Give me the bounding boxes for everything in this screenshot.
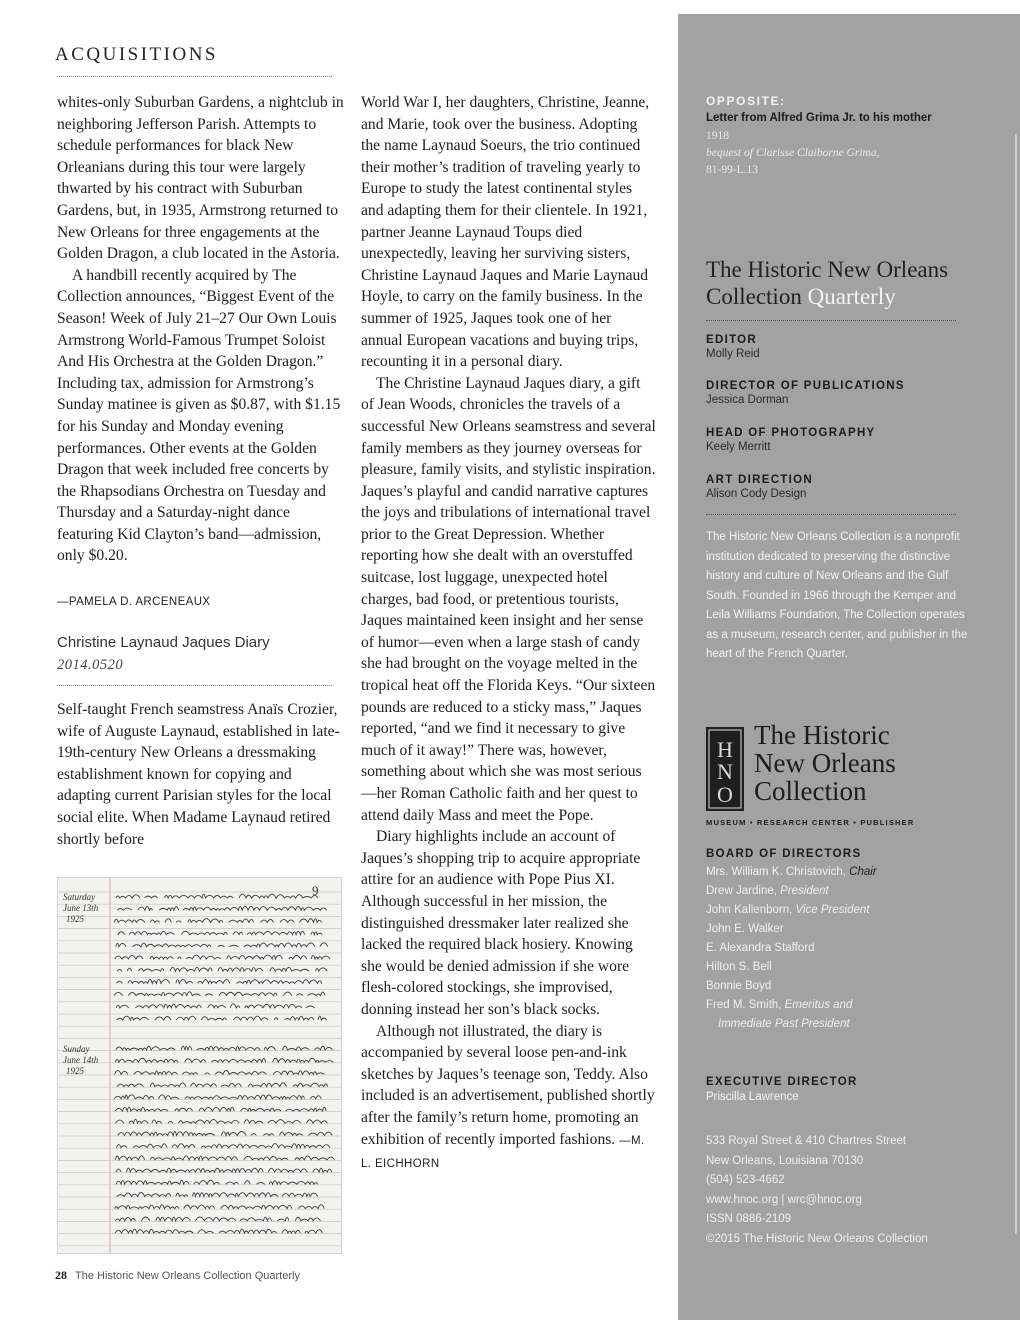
handwriting-line [115, 1217, 320, 1221]
section-header: ACQUISITIONS [55, 44, 218, 65]
handwriting-line [118, 906, 333, 910]
diary-page-image [57, 877, 342, 1254]
masthead-sidebar [678, 14, 1020, 1320]
address-line: 533 Royal Street & 410 Chartres Street [706, 1135, 907, 1147]
logo-line: New Orleans [754, 748, 896, 778]
article2-paragraph: Although not illustrated, the diary is accompanied by several loose pen-and-ink sketches by Jaques’s teenage son, Teddy. Also included is an advertisement, published shortly after the family’s return home, promoting an exhibition of recently imported fashions. —M. L. EICHHORN [361, 1022, 655, 1171]
article1-body [57, 92, 347, 567]
diary-date-label: June 13th [63, 903, 99, 913]
executive-director: EXECUTIVE DIRECTOR Priscilla Lawrence [706, 1076, 858, 1103]
handwriting-line [116, 1168, 332, 1172]
page-footer [55, 1268, 300, 1283]
handwriting-line [116, 943, 328, 947]
board-member: Hilton S. Bell [706, 961, 772, 973]
handwriting-line [117, 1193, 323, 1197]
phone: (504) 523-4662 [706, 1174, 785, 1186]
diary-date-label: Sunday [63, 1044, 90, 1054]
diary-date-label: June 14th [63, 1055, 99, 1065]
handwriting-line [114, 992, 325, 996]
web-email: www.hnoc.org | wrc@hnoc.org [706, 1193, 862, 1206]
handwriting-line [116, 894, 323, 898]
logo-monogram-icon [706, 727, 744, 811]
opposite-title: Letter from Alfred Grima Jr. to his mother [706, 112, 932, 124]
article2-paragraph: The Christine Laynaud Jaques diary, a gift of Jean Woods, chronicles the travels of a successful New Orleans seamstress and several family members as they journey overseas for pleasure, family visits, and stylistic inspiration. Jaques’s playful and candid narrative captures the joys and tribulations of international travel prior to the Great Depression. Whether reporting how she dealt with an overstuffed suitcase, lost luggage, unexpected hotel charges, bad food, or pretentious tourists, Jaques maintained keen insight and her sense of humor—even when a large stash of candy she had brought on the voyage melted in the tropical heat off the Florida Keys. “Our sixteen pounds are reduced to a sticky mass,” Jaques reported, “and we find it necessary to give much of it away!” There was, however, something about which she was most serious—her Roman Catholic faith and her quest to attend daily Mass and meet the Pope. [361, 374, 656, 824]
masthead-divider [706, 320, 956, 321]
article2-paragraph: World War I, her daughters, Christine, Jeanne, and Marie, took over the business. Adopting the name Laynaud Soeurs, the trio continued their mother’s tradition of traveling yearly to Europe to study the latest continental styles and adapting them for their clientele. In 1921, partner Jeanne Laynaud Toups died unexpectedly, leaving her surviving sisters, Christine Laynaud Jaques and Marie Laynaud Hoyle, to carry on the family business. In the summer of 1925, Jaques took one of her annual European vacations and buying trips, recounting it in a personal diary. [361, 94, 650, 371]
board-member: E. Alexandra Stafford [706, 942, 815, 954]
opposite-label: OPPOSITE: [706, 94, 786, 108]
footer-publication: The Historic New Orleans Collection Quarterly [75, 1270, 300, 1282]
board-member: Drew Jardine, President [706, 885, 829, 897]
page-number: 28 [55, 1268, 67, 1282]
board-of-directors: BOARD OF DIRECTORS Mrs. William K. Christovich, Chair Drew Jardine, President John Kallenborn, Vice President John E. Walker E. Alexandra Stafford Hilton S. Bell Bonnie Boyd Fred M. Smith, Emeritus and Immediate Past President [706, 848, 877, 1034]
board-member: Fred M. Smith, Emeritus and [706, 999, 853, 1011]
svg-text:O: O [717, 782, 733, 807]
handwriting-line [115, 1071, 325, 1075]
svg-text:N: N [717, 759, 733, 784]
article1-author: —PAMELA D. ARCENEAUX [57, 596, 211, 608]
handwriting-line [117, 979, 322, 983]
board-member: Immediate Past President [718, 1018, 850, 1030]
staff-director-publications: DIRECTOR OF PUBLICATIONS Jessica Dorman [706, 380, 905, 406]
logo-line: Collection [754, 776, 867, 806]
handwriting-line [116, 1180, 318, 1184]
address-line: New Orleans, Louisiana 70130 [706, 1154, 864, 1167]
board-member: John Kallenborn, Vice President [706, 904, 870, 916]
board-member: Bonnie Boyd [706, 980, 772, 992]
article2-accession: 2014.0520 [57, 657, 124, 673]
article2-paragraph: Diary highlights include an account of Jaques’s shopping trip to acquire appropriate attire for an audience with Pope Pius XI. Although successful in her mission, the distinguished dressmaker later realized she lacked the required black hosiery. Knowing she would be denied admission if she wore flesh-colored stockings, she improvised, donning instead her son’s black socks. [361, 828, 641, 1018]
handwriting-line [118, 931, 322, 934]
opposite-accession: 81-99-L.13 [706, 164, 759, 176]
issn: ISSN 0886-2109 [706, 1213, 792, 1225]
article2-col2-body [361, 92, 656, 1176]
diary-page-number: 9 [312, 883, 319, 898]
handwriting-line [115, 1058, 333, 1062]
handwriting-line [117, 1144, 330, 1148]
handwriting-line [116, 1004, 320, 1008]
handwriting-line [115, 955, 330, 959]
staff-editor: EDITOR Molly Reid [706, 334, 760, 360]
handwriting-line [116, 1119, 328, 1123]
article2-title: Christine Laynaud Jaques Diary [57, 634, 270, 651]
opposite-year: 1918 [706, 130, 729, 142]
logo-tagline: MUSEUM • RESEARCH CENTER • PUBLISHER [706, 818, 915, 827]
article2-divider [57, 685, 332, 686]
opposite-credit: bequest of Clarisse Claiborne Grima, [706, 147, 880, 159]
handwriting-line [118, 1132, 332, 1136]
staff-head-photography: HEAD OF PHOTOGRAPHY Keely Merritt [706, 427, 876, 453]
header-divider [57, 76, 332, 77]
diary-handwriting-illustration [58, 878, 341, 1253]
board-member: Mrs. William K. Christovich, Chair [706, 866, 877, 878]
article2-author: —M. L. EICHHORN [361, 1134, 645, 1171]
handwriting-line [114, 919, 326, 923]
board-member: John E. Walker [706, 923, 784, 935]
article1-paragraph: whites-only Suburban Gardens, a nightclub in neighboring Jefferson Parish. Attempts to schedule performances for black New Orleanians during this tour were largely thwarted by his contract with Suburban Gardens, but, in 1935, Armstrong returned to New Orleans for three engagements at the Golden Dragon, a club located in the Astoria. [57, 94, 344, 263]
logo-line: The Historic [754, 720, 890, 750]
diary-date-label: 1925 [66, 914, 84, 924]
diary-date-label: 1925 [66, 1066, 84, 1076]
handwriting-line [114, 1095, 328, 1099]
description-divider [706, 514, 956, 515]
handwriting-line [115, 1205, 325, 1209]
staff-art-direction: ART DIRECTION Alison Cody Design [706, 474, 813, 500]
handwriting-line [117, 1083, 328, 1087]
handwriting-line [115, 1107, 326, 1111]
svg-text:H: H [717, 737, 733, 762]
page-edge-highlight [1015, 134, 1017, 1234]
article2-col1-body [57, 699, 347, 850]
board-list [706, 863, 877, 1034]
handwriting-line [116, 1046, 333, 1050]
magazine-title-quarterly: Quarterly [807, 284, 896, 309]
handwriting-line [117, 967, 332, 971]
contact-address [706, 1132, 928, 1249]
copyright: ©2015 The Historic New Orleans Collection [706, 1232, 928, 1245]
magazine-title: The Historic New Orleans Collection Quarterly [706, 257, 949, 309]
handwriting-line [115, 1229, 322, 1233]
article1-paragraph: A handbill recently acquired by The Collection announces, “Biggest Event of the Season! Week of July 21–27 Our Own Louis Armstrong World-Famous Trumpet Soloist And His Orchestra at the Golden Dragon.” Including tax, admission for Armstrong’s Sunday matinee is given as $0.87, with $1.15 for his Sunday and Monday evening performances. Other events at the Golden Dragon that week included free concerts by the Rhapsodians Orchestra on Tuesday and Thursday and a Saturday-night dance featuring Kid Clayton’s band—admission, only $0.20. [57, 266, 341, 565]
diary-date-label: Saturday [63, 892, 96, 902]
handwriting-line [115, 1156, 334, 1160]
handwriting-line [117, 1016, 327, 1020]
organization-description: The Historic New Orleans Collection is a nonprofit institution dedicated to preserving the distinctive history and culture of New Orleans and the Gulf South. Founded in 1966 through the Kemper and Leila Williams Foundation, The Collection operates as a museum, research center, and publisher in the heart of the French Quarter. [706, 531, 968, 660]
article2-paragraph: Self-taught French seamstress Anaïs Crozier, wife of Auguste Laynaud, established in late-19th-century New Orleans a dressmaking establishment known for copying and adapting current Parisian styles for the local social elite. When Madame Laynaud retired shortly before [57, 701, 340, 848]
